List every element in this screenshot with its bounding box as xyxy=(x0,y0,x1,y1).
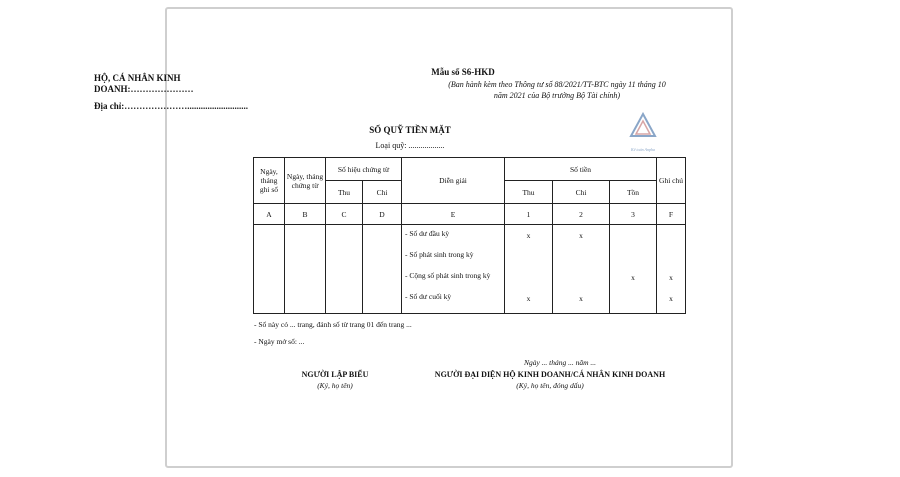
row-arising: - Số phát sinh trong kỳ xyxy=(405,250,474,259)
row-opening-balance: - Số dư đầu kỳ xyxy=(405,229,450,238)
row-closing-balance: - Số dư cuối kỳ xyxy=(405,292,452,301)
body-description xyxy=(402,225,505,314)
mark-x: x xyxy=(669,273,673,282)
col-date-record: Ngày, tháng ghi sổ xyxy=(254,158,285,204)
note-pages: - Sổ này có ... trang, đánh số từ trang 01 đến trang ... xyxy=(254,320,412,329)
body-amount-ton xyxy=(610,225,657,314)
col-amount-thu: Thu xyxy=(505,181,553,204)
anpha-logo-icon xyxy=(628,112,658,152)
mark-x: x xyxy=(579,231,583,240)
row-total-arising: - Cộng số phát sinh trong kỳ xyxy=(405,271,491,280)
col-doc-number: Số hiệu chứng từ xyxy=(326,158,402,181)
col-note: Ghi chú xyxy=(657,158,686,204)
mark-x: x xyxy=(631,273,635,282)
letter-a: A xyxy=(254,204,285,225)
date-line: Ngày ... tháng ... năm ... xyxy=(523,358,597,367)
org-name-line1: HỘ, CÁ NHÂN KINH xyxy=(94,73,181,83)
mark-x: x xyxy=(579,294,583,303)
address-line: Địa chỉ:…………………........................... xyxy=(94,101,248,111)
fund-type: Loại quỹ: .................. xyxy=(375,141,445,150)
org-name-line2: DOANH:………………… xyxy=(94,84,194,94)
form-subtitle: (Ban hành kèm theo Thông tư số 88/2021/TT-BTC ngày 11 tháng 10 năm 2021 của Bộ trưởng Bộ Tài chính) xyxy=(448,80,666,100)
mark-x: x xyxy=(526,231,531,240)
letter-3: 3 xyxy=(610,204,657,225)
letter-b: B xyxy=(285,204,326,225)
preparer-title: NGƯỜI LẬP BIỂU xyxy=(301,370,369,379)
col-doc-chi: Chi xyxy=(363,181,402,204)
col-description: Diễn giải xyxy=(402,158,505,204)
col-amount-ton: Tồn xyxy=(610,181,657,204)
letter-2: 2 xyxy=(553,204,610,225)
col-amount: Số tiền xyxy=(505,158,657,181)
col-amount-chi: Chi xyxy=(553,181,610,204)
form-number: Mẫu sổ S6-HKD xyxy=(431,67,495,77)
body-note xyxy=(657,225,686,314)
mark-x: x xyxy=(669,294,673,303)
representative-sub: (Ký, họ tên, đóng dấu) xyxy=(516,381,584,390)
letter-f: F xyxy=(657,204,686,225)
letter-d: D xyxy=(363,204,402,225)
letter-1: 1 xyxy=(505,204,553,225)
body-date-doc xyxy=(285,225,326,314)
page-title: SỔ QUỸ TIỀN MẶT xyxy=(369,125,451,135)
body-doc-chi xyxy=(363,225,402,314)
col-date-doc: Ngày, tháng chứng từ xyxy=(285,158,326,204)
col-doc-thu: Thu xyxy=(326,181,363,204)
body-amount-thu xyxy=(505,225,553,314)
note-open-date: - Ngày mở sổ: ... xyxy=(254,337,305,346)
body-amount-chi xyxy=(553,225,610,314)
letter-e: E xyxy=(402,204,505,225)
body-date-record xyxy=(254,225,285,314)
cash-ledger-table xyxy=(253,157,686,314)
logo-text: Kế toán Anpha xyxy=(631,147,655,152)
body-doc-thu xyxy=(326,225,363,314)
letter-c: C xyxy=(326,204,363,225)
preparer-sub: (Ký, họ tên) xyxy=(317,381,353,390)
representative-title: NGƯỜI ĐẠI DIỆN HỘ KINH DOANH/CÁ NHÂN KINH DOANH xyxy=(434,370,666,379)
mark-x: x xyxy=(526,294,531,303)
